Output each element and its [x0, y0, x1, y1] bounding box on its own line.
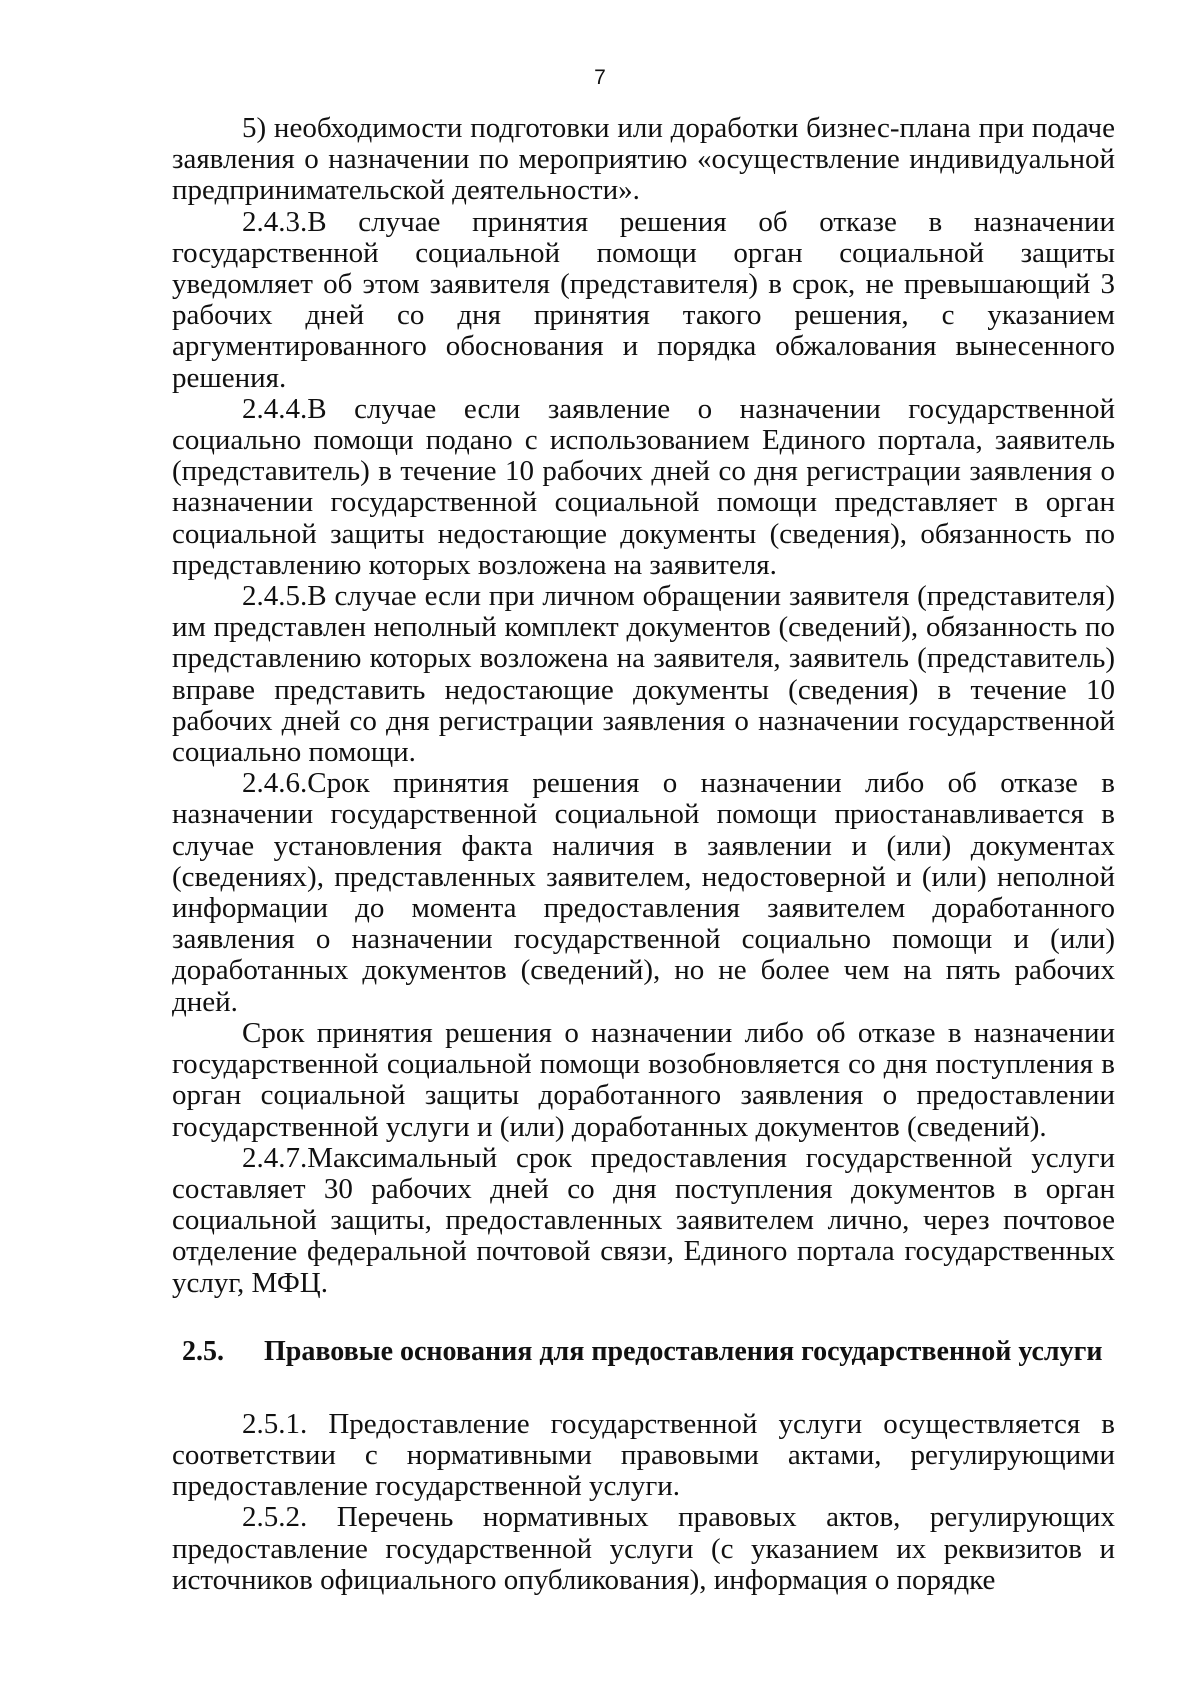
paragraph-item-5: 5) необходимости подготовки или доработки бизнес-плана при подаче заявления о назначении по мероприятию «осуществление индивидуальной предпринимательской деятельности». — [172, 112, 1115, 207]
section-number: 2.5. — [182, 1335, 224, 1367]
paragraph-2-5-2: 2.5.2. Перечень нормативных правовых актов, регулирующих предоставление государственной услуги (с указанием их реквизитов и источников официального опубликования), информация о порядке — [172, 1501, 1115, 1596]
paragraph-2-5-1: 2.5.1. Предоставление государственной услуги осуществляется в соответствии с нормативными правовыми актами, регулирующими предоставление государственной услуги. — [172, 1407, 1115, 1503]
paragraph-2-4-6: 2.4.6.Срок принятия решения о назначении либо об отказе в назначении государственной социальной помощи приостанавливается в случае установления факта наличия в заявлении и (или) документах (сведениях), представленных заявителем, недостоверной и (или) неполной информации до момента предоставления заявителем доработанного заявления о назначении государственной социально помощи и (или) доработанных документов (сведений), но не более чем на пять рабочих дней. — [172, 767, 1115, 1018]
paragraph-2-4-3: 2.4.3.В случае принятия решения об отказе в назначении государственной социальной помощи орган социальной защиты уведомляет об этом заявителя (представителя) в срок, не превышающий 3 рабочих дней со дня принятия такого решения, с указанием аргументированного обоснования и порядка обжалования вынесенного решения. — [172, 205, 1115, 394]
section-heading — [172, 1336, 1115, 1367]
section-title: Правовые основания для предоставления государственной услуги — [264, 1335, 1103, 1367]
page-number: 7 — [594, 66, 606, 89]
paragraph-2-4-4: 2.4.4.В случае если заявление о назначении государственной социально помощи подано с использованием Единого портала, заявитель (представитель) в течение 10 рабочих дней со дня регистрации заявления о назначении государственной социальной помощи представляет в орган социальной защиты недостающие документы (сведения), обязанность по представлению которых возложена на заявителя. — [172, 392, 1115, 581]
paragraph-2-4-6-continued: Срок принятия решения о назначении либо об отказе в назначении государственной социальной помощи возобновляется со дня поступления в орган социальной защиты доработанного заявления о предоставлении государственной услуги и (или) доработанных документов (сведений). — [172, 1016, 1115, 1143]
document-body — [172, 113, 1115, 1596]
paragraph-2-4-5: 2.4.5.В случае если при личном обращении заявителя (представителя) им представлен неполный комплект документов (сведений), обязанность по представлению которых возложена на заявителя, заявитель (представитель) вправе представить недостающие документы (сведения) в течение 10 рабочих дней со дня регистрации заявления о назначении государственной социально помощи. — [172, 580, 1115, 769]
paragraph-2-4-7: 2.4.7.Максимальный срок предоставления государственной услуги составляет 30 рабочих дней со дня поступления документов в орган социальной защиты, предоставленных заявителем лично, через почтовое отделение федеральной почтовой связи, Единого портала государственных услуг, МФЦ. — [172, 1141, 1115, 1299]
